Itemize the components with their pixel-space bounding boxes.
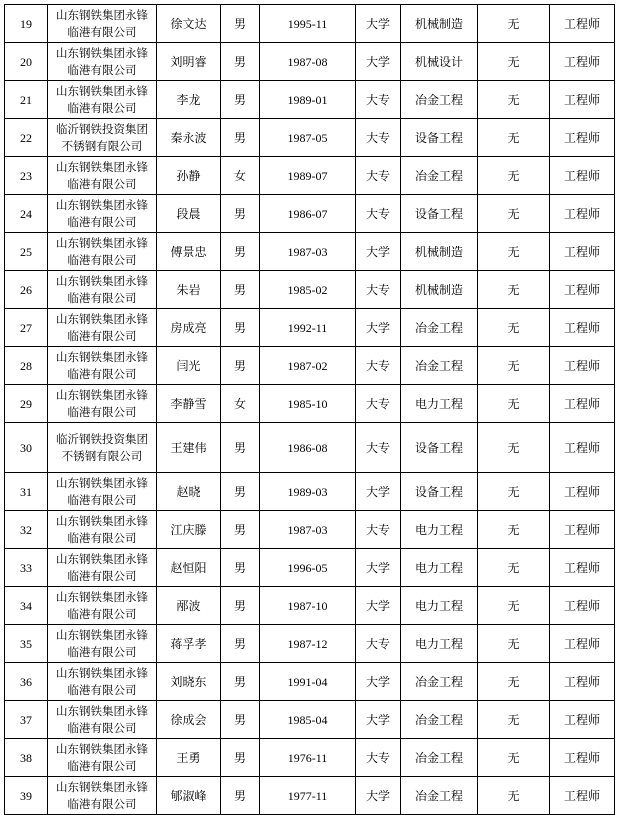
name-cell: 傅景忠 — [157, 233, 221, 271]
name-cell: 刘晓东 — [157, 663, 221, 701]
gender-cell: 男 — [221, 473, 260, 511]
row-number: 28 — [5, 347, 48, 385]
major-cell: 电力工程 — [401, 587, 478, 625]
row-number: 26 — [5, 271, 48, 309]
birth-date-cell: 1987-08 — [260, 43, 356, 81]
position-cell: 工程师 — [550, 43, 615, 81]
major-cell: 设备工程 — [401, 119, 478, 157]
company-line-1: 山东钢铁集团永锋 — [56, 349, 148, 364]
table-row — [5, 271, 615, 309]
name-cell: 段晨 — [157, 195, 221, 233]
position-cell: 工程师 — [550, 81, 615, 119]
position-cell: 工程师 — [550, 473, 615, 511]
row-number: 24 — [5, 195, 48, 233]
gender-cell: 男 — [221, 549, 260, 587]
major-cell: 电力工程 — [401, 625, 478, 663]
education-cell: 大专 — [356, 347, 401, 385]
company-line-2: 临港有限公司 — [67, 176, 137, 191]
title-cell: 无 — [478, 119, 550, 157]
major-cell: 机械制造 — [401, 271, 478, 309]
company-cell — [48, 587, 157, 625]
position-cell: 工程师 — [550, 663, 615, 701]
company-line-1: 山东钢铁集团永锋 — [56, 589, 148, 604]
company-cell — [48, 233, 157, 271]
name-cell: 秦永波 — [157, 119, 221, 157]
company-line-2: 临港有限公司 — [67, 644, 137, 659]
company-line-1: 临沂钢铁投资集团 — [56, 431, 148, 446]
row-number: 35 — [5, 625, 48, 663]
name-cell: 李静雪 — [157, 385, 221, 423]
position-cell: 工程师 — [550, 271, 615, 309]
company-cell — [48, 385, 157, 423]
company-cell — [48, 777, 157, 815]
company-line-2: 临港有限公司 — [67, 606, 137, 621]
title-cell: 无 — [478, 587, 550, 625]
education-cell: 大专 — [356, 423, 401, 473]
position-cell: 工程师 — [550, 309, 615, 347]
title-cell: 无 — [478, 271, 550, 309]
company-line-2: 临港有限公司 — [67, 682, 137, 697]
education-cell: 大学 — [356, 587, 401, 625]
company-line-1: 临沂钢铁投资集团 — [56, 121, 148, 136]
company-cell — [48, 625, 157, 663]
company-line-1: 山东钢铁集团永锋 — [56, 311, 148, 326]
company-cell — [48, 701, 157, 739]
name-cell: 刘明睿 — [157, 43, 221, 81]
education-cell: 大学 — [356, 233, 401, 271]
major-cell: 设备工程 — [401, 423, 478, 473]
education-cell: 大专 — [356, 81, 401, 119]
name-cell: 闫光 — [157, 347, 221, 385]
position-cell: 工程师 — [550, 157, 615, 195]
gender-cell: 男 — [221, 701, 260, 739]
row-number: 25 — [5, 233, 48, 271]
title-cell: 无 — [478, 625, 550, 663]
major-cell: 机械设计 — [401, 43, 478, 81]
name-cell: 蒋孚孝 — [157, 625, 221, 663]
gender-cell: 男 — [221, 81, 260, 119]
company-line-2: 不锈钢有限公司 — [61, 448, 143, 463]
name-cell: 郇淑峰 — [157, 777, 221, 815]
table-row — [5, 119, 615, 157]
company-line-1: 山东钢铁集团永锋 — [56, 627, 148, 642]
company-line-2: 临港有限公司 — [67, 758, 137, 773]
row-number: 20 — [5, 43, 48, 81]
table-row — [5, 587, 615, 625]
major-cell: 冶金工程 — [401, 739, 478, 777]
major-cell: 冶金工程 — [401, 309, 478, 347]
row-number: 19 — [5, 5, 48, 43]
education-cell: 大专 — [356, 157, 401, 195]
name-cell: 赵晓 — [157, 473, 221, 511]
birth-date-cell: 1989-01 — [260, 81, 356, 119]
company-line-1: 山东钢铁集团永锋 — [56, 159, 148, 174]
name-cell: 江庆滕 — [157, 511, 221, 549]
company-line-2: 临港有限公司 — [67, 290, 137, 305]
education-cell: 大学 — [356, 549, 401, 587]
company-line-2: 临港有限公司 — [67, 252, 137, 267]
company-line-2: 临港有限公司 — [67, 328, 137, 343]
education-cell: 大专 — [356, 271, 401, 309]
row-number: 34 — [5, 587, 48, 625]
title-cell: 无 — [478, 233, 550, 271]
company-line-1: 山东钢铁集团永锋 — [56, 235, 148, 250]
company-cell — [48, 423, 157, 473]
table-row — [5, 195, 615, 233]
company-line-1: 山东钢铁集团永锋 — [56, 551, 148, 566]
gender-cell: 男 — [221, 233, 260, 271]
company-line-2: 临港有限公司 — [67, 24, 137, 39]
company-cell — [48, 43, 157, 81]
company-line-2: 临港有限公司 — [67, 568, 137, 583]
birth-date-cell: 1989-03 — [260, 473, 356, 511]
position-cell: 工程师 — [550, 5, 615, 43]
gender-cell: 男 — [221, 309, 260, 347]
birth-date-cell: 1985-02 — [260, 271, 356, 309]
birth-date-cell: 1995-11 — [260, 5, 356, 43]
table-row — [5, 233, 615, 271]
title-cell: 无 — [478, 195, 550, 233]
education-cell: 大学 — [356, 5, 401, 43]
gender-cell: 女 — [221, 385, 260, 423]
company-line-2: 临港有限公司 — [67, 62, 137, 77]
company-line-1: 山东钢铁集团永锋 — [56, 779, 148, 794]
table-row — [5, 347, 615, 385]
education-cell: 大学 — [356, 663, 401, 701]
company-cell — [48, 473, 157, 511]
row-number: 30 — [5, 423, 48, 473]
company-line-1: 山东钢铁集团永锋 — [56, 83, 148, 98]
table-row — [5, 81, 615, 119]
birth-date-cell: 1989-07 — [260, 157, 356, 195]
position-cell: 工程师 — [550, 347, 615, 385]
table-row — [5, 385, 615, 423]
title-cell: 无 — [478, 157, 550, 195]
row-number: 37 — [5, 701, 48, 739]
position-cell: 工程师 — [550, 777, 615, 815]
company-line-1: 山东钢铁集团永锋 — [56, 197, 148, 212]
company-cell — [48, 81, 157, 119]
company-line-2: 临港有限公司 — [67, 796, 137, 811]
title-cell: 无 — [478, 663, 550, 701]
company-cell — [48, 157, 157, 195]
row-number: 32 — [5, 511, 48, 549]
table-row — [5, 739, 615, 777]
table-row — [5, 157, 615, 195]
gender-cell: 男 — [221, 347, 260, 385]
position-cell: 工程师 — [550, 195, 615, 233]
gender-cell: 男 — [221, 43, 260, 81]
gender-cell: 男 — [221, 625, 260, 663]
gender-cell: 男 — [221, 271, 260, 309]
company-line-1: 山东钢铁集团永锋 — [56, 7, 148, 22]
company-cell — [48, 195, 157, 233]
position-cell: 工程师 — [550, 233, 615, 271]
row-number: 27 — [5, 309, 48, 347]
row-number: 39 — [5, 777, 48, 815]
company-line-2: 不锈钢有限公司 — [61, 138, 143, 153]
education-cell: 大学 — [356, 473, 401, 511]
birth-date-cell: 1986-07 — [260, 195, 356, 233]
company-line-2: 临港有限公司 — [67, 404, 137, 419]
company-cell — [48, 5, 157, 43]
major-cell: 电力工程 — [401, 549, 478, 587]
company-cell — [48, 271, 157, 309]
position-cell: 工程师 — [550, 739, 615, 777]
name-cell: 邴波 — [157, 587, 221, 625]
table-row — [5, 625, 615, 663]
birth-date-cell: 1992-11 — [260, 309, 356, 347]
birth-date-cell: 1985-10 — [260, 385, 356, 423]
row-number: 23 — [5, 157, 48, 195]
birth-date-cell: 1991-04 — [260, 663, 356, 701]
birth-date-cell: 1987-03 — [260, 511, 356, 549]
company-line-1: 山东钢铁集团永锋 — [56, 475, 148, 490]
gender-cell: 男 — [221, 119, 260, 157]
title-cell: 无 — [478, 701, 550, 739]
name-cell: 王勇 — [157, 739, 221, 777]
table-row — [5, 549, 615, 587]
title-cell: 无 — [478, 511, 550, 549]
gender-cell: 男 — [221, 5, 260, 43]
birth-date-cell: 1987-03 — [260, 233, 356, 271]
name-cell: 徐文达 — [157, 5, 221, 43]
personnel-table — [4, 4, 615, 815]
gender-cell: 男 — [221, 423, 260, 473]
row-number: 38 — [5, 739, 48, 777]
gender-cell: 女 — [221, 157, 260, 195]
company-line-2: 临港有限公司 — [67, 214, 137, 229]
table-row — [5, 423, 615, 473]
major-cell: 电力工程 — [401, 511, 478, 549]
row-number: 31 — [5, 473, 48, 511]
birth-date-cell: 1996-05 — [260, 549, 356, 587]
title-cell: 无 — [478, 5, 550, 43]
title-cell: 无 — [478, 385, 550, 423]
position-cell: 工程师 — [550, 587, 615, 625]
education-cell: 大学 — [356, 777, 401, 815]
title-cell: 无 — [478, 777, 550, 815]
company-line-1: 山东钢铁集团永锋 — [56, 45, 148, 60]
row-number: 29 — [5, 385, 48, 423]
table-row — [5, 663, 615, 701]
name-cell: 朱岩 — [157, 271, 221, 309]
major-cell: 冶金工程 — [401, 777, 478, 815]
company-cell — [48, 309, 157, 347]
education-cell: 大学 — [356, 701, 401, 739]
company-line-2: 临港有限公司 — [67, 100, 137, 115]
education-cell: 大学 — [356, 43, 401, 81]
education-cell: 大专 — [356, 385, 401, 423]
education-cell: 大学 — [356, 309, 401, 347]
company-line-1: 山东钢铁集团永锋 — [56, 741, 148, 756]
row-number: 22 — [5, 119, 48, 157]
major-cell: 冶金工程 — [401, 81, 478, 119]
company-cell — [48, 347, 157, 385]
title-cell: 无 — [478, 549, 550, 587]
title-cell: 无 — [478, 739, 550, 777]
position-cell: 工程师 — [550, 423, 615, 473]
company-cell — [48, 549, 157, 587]
table-row — [5, 701, 615, 739]
company-line-1: 山东钢铁集团永锋 — [56, 513, 148, 528]
table-row — [5, 511, 615, 549]
gender-cell: 男 — [221, 195, 260, 233]
gender-cell: 男 — [221, 777, 260, 815]
company-line-2: 临港有限公司 — [67, 366, 137, 381]
birth-date-cell: 1986-08 — [260, 423, 356, 473]
major-cell: 冶金工程 — [401, 347, 478, 385]
title-cell: 无 — [478, 43, 550, 81]
title-cell: 无 — [478, 347, 550, 385]
education-cell: 大专 — [356, 195, 401, 233]
title-cell: 无 — [478, 473, 550, 511]
birth-date-cell: 1987-12 — [260, 625, 356, 663]
major-cell: 冶金工程 — [401, 663, 478, 701]
name-cell: 孙静 — [157, 157, 221, 195]
table-row — [5, 5, 615, 43]
company-cell — [48, 511, 157, 549]
title-cell: 无 — [478, 81, 550, 119]
company-line-2: 临港有限公司 — [67, 492, 137, 507]
table-row — [5, 777, 615, 815]
education-cell: 大专 — [356, 625, 401, 663]
table-row — [5, 309, 615, 347]
major-cell: 机械制造 — [401, 233, 478, 271]
position-cell: 工程师 — [550, 119, 615, 157]
education-cell: 大专 — [356, 739, 401, 777]
gender-cell: 男 — [221, 587, 260, 625]
birth-date-cell: 1985-04 — [260, 701, 356, 739]
name-cell: 李龙 — [157, 81, 221, 119]
birth-date-cell: 1976-11 — [260, 739, 356, 777]
name-cell: 房成亮 — [157, 309, 221, 347]
company-cell — [48, 739, 157, 777]
row-number: 36 — [5, 663, 48, 701]
company-line-2: 临港有限公司 — [67, 530, 137, 545]
gender-cell: 男 — [221, 511, 260, 549]
position-cell: 工程师 — [550, 549, 615, 587]
gender-cell: 男 — [221, 663, 260, 701]
major-cell: 设备工程 — [401, 195, 478, 233]
company-line-2: 临港有限公司 — [67, 720, 137, 735]
table-row — [5, 43, 615, 81]
title-cell: 无 — [478, 423, 550, 473]
birth-date-cell: 1987-10 — [260, 587, 356, 625]
education-cell: 大专 — [356, 119, 401, 157]
company-line-1: 山东钢铁集团永锋 — [56, 387, 148, 402]
name-cell: 徐成会 — [157, 701, 221, 739]
position-cell: 工程师 — [550, 701, 615, 739]
major-cell: 设备工程 — [401, 473, 478, 511]
gender-cell: 男 — [221, 739, 260, 777]
company-line-1: 山东钢铁集团永锋 — [56, 665, 148, 680]
company-line-1: 山东钢铁集团永锋 — [56, 273, 148, 288]
education-cell: 大专 — [356, 511, 401, 549]
row-number: 21 — [5, 81, 48, 119]
company-cell — [48, 119, 157, 157]
position-cell: 工程师 — [550, 385, 615, 423]
company-line-1: 山东钢铁集团永锋 — [56, 703, 148, 718]
name-cell: 王建伟 — [157, 423, 221, 473]
position-cell: 工程师 — [550, 511, 615, 549]
row-number: 33 — [5, 549, 48, 587]
major-cell: 冶金工程 — [401, 701, 478, 739]
major-cell: 电力工程 — [401, 385, 478, 423]
major-cell: 机械制造 — [401, 5, 478, 43]
birth-date-cell: 1987-02 — [260, 347, 356, 385]
title-cell: 无 — [478, 309, 550, 347]
birth-date-cell: 1977-11 — [260, 777, 356, 815]
name-cell: 赵恒阳 — [157, 549, 221, 587]
table-row — [5, 473, 615, 511]
birth-date-cell: 1987-05 — [260, 119, 356, 157]
position-cell: 工程师 — [550, 625, 615, 663]
major-cell: 冶金工程 — [401, 157, 478, 195]
company-cell — [48, 663, 157, 701]
